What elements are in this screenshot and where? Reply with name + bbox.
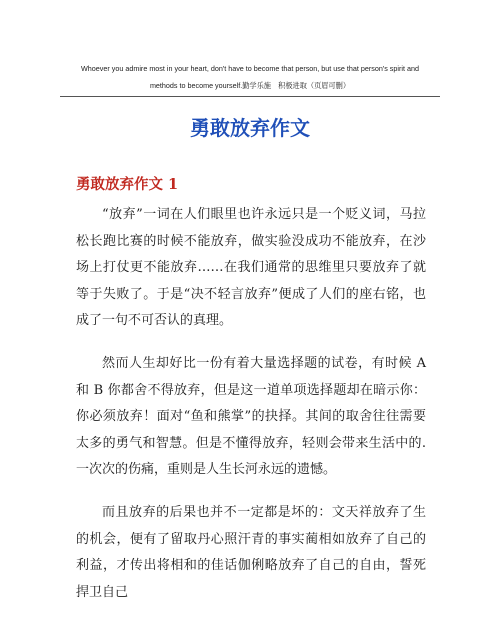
section-title: 勇敢放弃作文 1	[76, 176, 179, 193]
document-title: 勇敢放弃作文	[190, 116, 310, 140]
body-text	[76, 202, 426, 622]
page-header	[60, 60, 440, 94]
header-line-1: Whoever you admire most in your heart, don't have to become that person, but use that person's spirit and	[81, 64, 419, 73]
paragraph: “放弃”一词在人们眼里也许永远只是一个贬义词，马拉松长跑比赛的时候不能放弃，做实验没成功不能放弃，在沙场上打仗更不能放弃……在我们通常的思维里只要放弃了就等于失败了。于是“决不轻言放弃”便成了人们的座右铭，也成了一句不可否认的真理。	[76, 207, 426, 329]
paragraph: 然而人生却好比一份有着大量选择题的试卷，有时候 A 和 B 你都舍不得放弃，但是这一道单项选择题却在暗示你：你必须放弃！面对“鱼和熊掌”的抉择。其间的取舍往往需要太多的勇气和智慧。但是不懂得放弃，轻则会带来生活中的.一次次的伤痛，重则是人生长河永远的遗憾。	[76, 355, 426, 478]
paragraph: 而且放弃的后果也并不一定都是坏的：文天祥放弃了生的机会，便有了留取丹心照汗青的事实蔺相如放弃了自己的利益，才传出将相和的佳话伽俐略放弃了自己的自由，誓死捍卫自己	[76, 504, 426, 600]
header-line-2: methods to become yourself.勤学乐施 积极进取（页眉可删）	[149, 81, 351, 90]
header-divider	[60, 96, 440, 97]
